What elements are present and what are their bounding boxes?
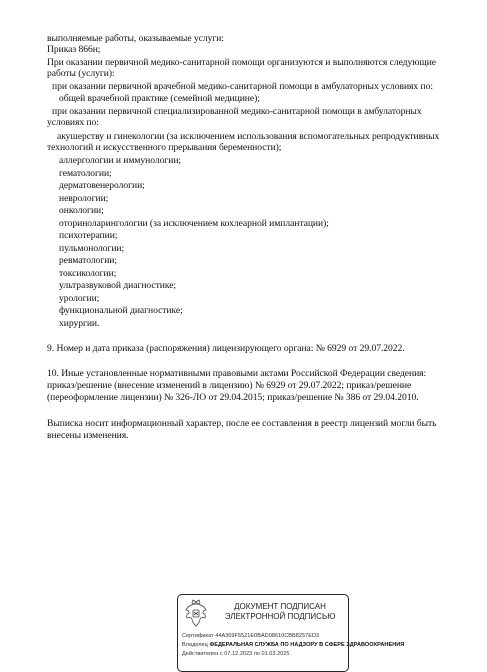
text-line: при оказании первичной врачебной медико-санитарной помощи в амбулаторных условиях по:	[52, 81, 433, 92]
text-line: пульмонологии;	[59, 243, 125, 254]
text-line: при оказании первичной специализированной медико-санитарной помощи в амбулаторных	[52, 106, 422, 117]
electronic-signature-stamp	[177, 594, 405, 672]
certificate-line: Сертификат 44A369F5521E0BAD08610CBB8257ED3	[182, 633, 320, 639]
stamp-title-line: ДОКУМЕНТ ПОДПИСАН	[234, 602, 326, 611]
text-line: ультразвуковой диагностике;	[59, 280, 177, 291]
text-line: работы (услуги):	[47, 68, 115, 79]
text-line: условиях по:	[47, 117, 99, 128]
text-line: хирургии.	[59, 318, 100, 329]
text-line: 10. Иные установленные нормативными правовыми актами Российской Федерации сведения:	[47, 368, 427, 379]
text-line: токсикологии;	[59, 268, 117, 279]
text-line: психотерапии;	[59, 230, 118, 241]
text-line: акушерству и гинекологии (за исключением использования вспомогательных репродуктивных	[57, 131, 440, 142]
owner-line	[182, 642, 405, 649]
text-line: Выписка носит информационный характер, после ее составления в реестр лицензий могли быть	[47, 418, 437, 429]
coat-of-arms-icon	[183, 598, 209, 628]
stamp-title	[214, 602, 346, 621]
text-line: неврологии;	[59, 193, 109, 204]
text-line: 9. Номер и дата приказа (распоряжения) лицензирующего органа: № 6929 от 29.07.2022.	[47, 343, 405, 354]
text-line: дерматовенерологии;	[59, 180, 145, 191]
text-line: оториноларингологии (за исключением кохлеарной имплантации);	[59, 218, 329, 229]
text-line: выполняемые работы, оказываемые услуги:	[47, 33, 224, 44]
stamp-title-line: ЭЛЕКТРОННОЙ ПОДПИСЬЮ	[224, 611, 336, 621]
owner-value: ФЕДЕРАЛЬНАЯ СЛУЖБА ПО НАДЗОРУ В СФЕРЕ ЗДРАВООХРАНЕНИЯ	[209, 642, 405, 648]
text-line: Приказ 866н;	[47, 44, 101, 55]
text-line: онкологии;	[59, 205, 104, 216]
text-line: ревматологии;	[59, 255, 117, 266]
owner-label: Владелец	[182, 642, 208, 648]
text-line: общей врачебной практике (семейной медицине);	[59, 93, 260, 104]
validity-line: Действителен с 07.12.2023 по 01.03.2025	[182, 651, 290, 657]
text-line: приказ/решение (внесение изменений в лицензию) № 6929 от 29.07.2022; приказ/решение	[47, 380, 412, 391]
text-line: (переоформление лицензии) № 326-ЛО от 29.04.2015; приказ/решение № 386 от 29.04.2010.	[47, 392, 419, 403]
text-line: аллергологии и иммунологии;	[59, 155, 182, 166]
text-line: внесены изменения.	[47, 430, 129, 441]
text-line: технологий и искусственного прерывания беременности);	[47, 142, 282, 153]
text-line: При оказании первичной медико-санитарной помощи организуются и выполняются следующие	[47, 57, 436, 68]
text-line: функциональной диагностике;	[59, 305, 183, 316]
text-line: урологии;	[59, 293, 100, 304]
text-line: гематологии;	[59, 168, 112, 179]
